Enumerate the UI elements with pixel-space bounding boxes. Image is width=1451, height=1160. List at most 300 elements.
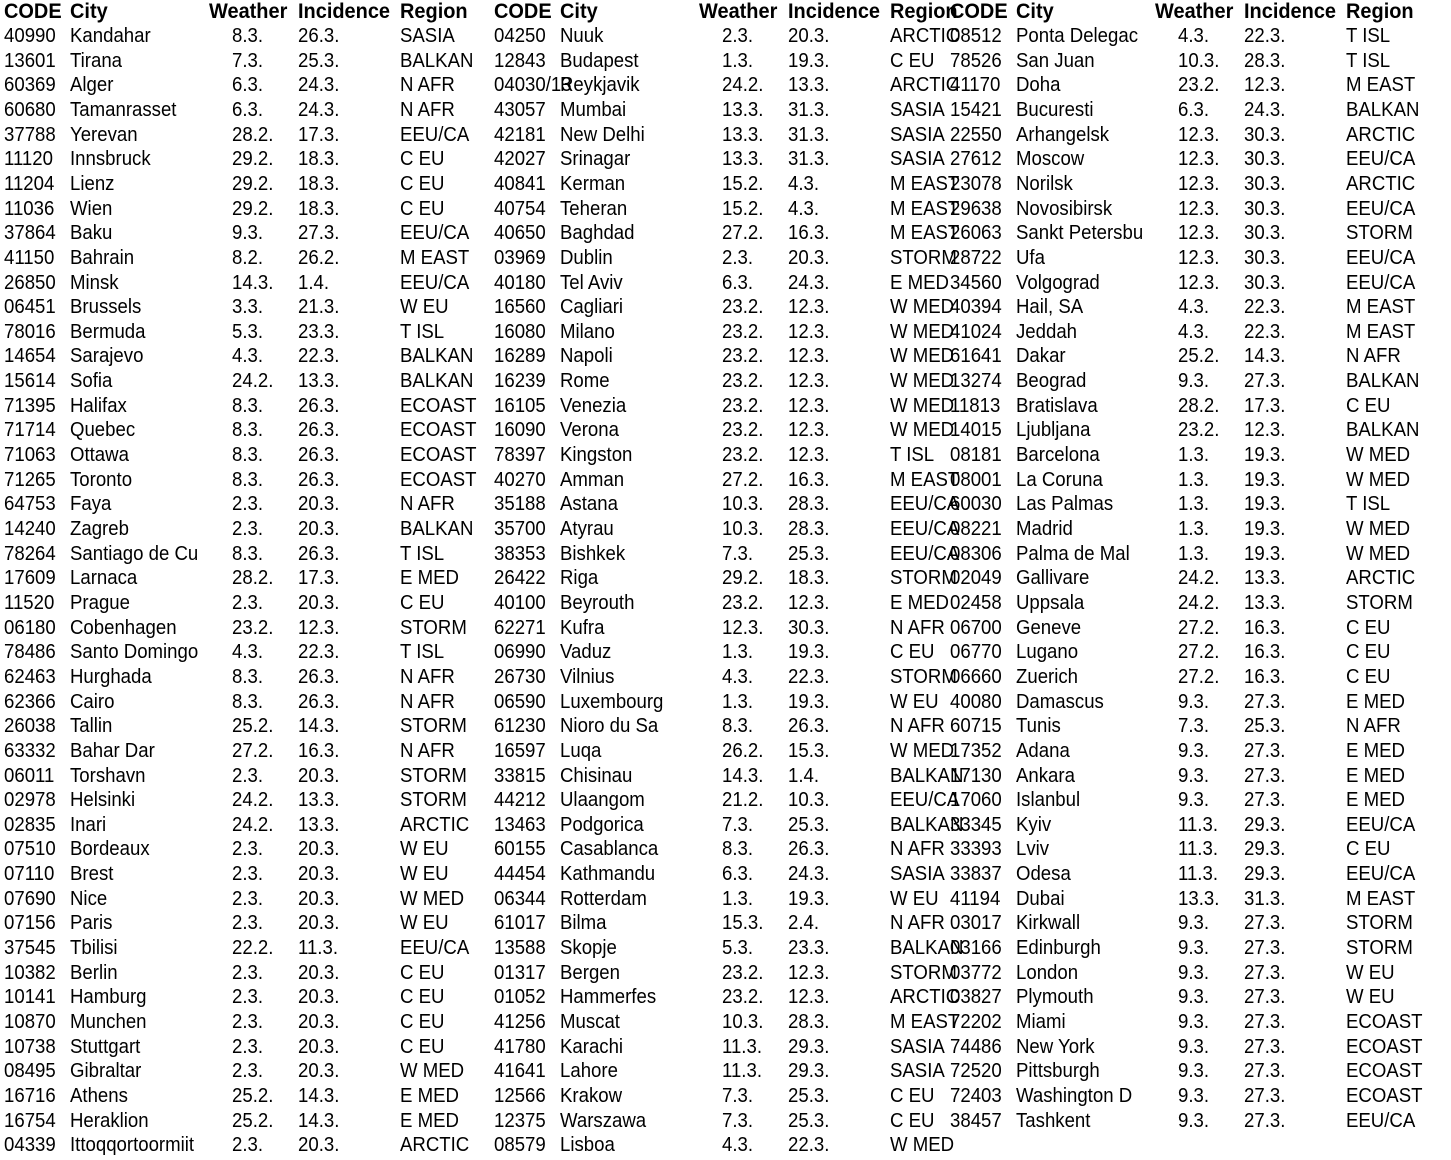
- cell-city: Santiago de Cu: [70, 542, 199, 565]
- cell-weather: 2.3.: [232, 518, 264, 540]
- cell-code: 41170: [950, 74, 1001, 97]
- cell-city: Barcelona: [1016, 444, 1100, 467]
- cell-code: 12843: [494, 49, 546, 72]
- cell-incidence: 31.3.: [788, 98, 830, 121]
- cell-region: W EU: [890, 690, 939, 713]
- cell-region: N AFR: [400, 665, 455, 688]
- cell-weather: 4.3.: [1178, 320, 1210, 343]
- cell-incidence: 12.3.: [788, 591, 830, 614]
- cell-region: M EAST: [890, 172, 960, 195]
- cell-weather: 28.2.: [232, 567, 274, 590]
- cell-weather: 9.3.: [1178, 789, 1210, 812]
- cell-city: Bergen: [560, 961, 620, 984]
- cell-region: EEU/CA: [1346, 197, 1416, 220]
- cell-weather: 6.3.: [722, 863, 754, 886]
- cell-weather: 7.3.: [722, 813, 754, 836]
- cell-region: EEU/CA: [1346, 148, 1416, 171]
- cell-weather: 2.3.: [232, 838, 264, 861]
- cell-city: Rome: [560, 370, 610, 393]
- cell-weather: 29.2.: [232, 148, 274, 171]
- cell-code: 16289: [494, 345, 546, 368]
- cell-region: BALKAN: [400, 345, 474, 368]
- cell-incidence: 27.3.: [1244, 370, 1286, 393]
- cell-region: M EAST: [1346, 320, 1416, 343]
- cell-city: Faya: [70, 493, 112, 516]
- cell-city: Kandahar: [70, 25, 151, 47]
- cell-region: W MED: [890, 739, 955, 762]
- cell-incidence: 27.3.: [1244, 1109, 1286, 1132]
- cell-region: E MED: [1346, 764, 1405, 787]
- cell-incidence: 30.3.: [1244, 222, 1286, 245]
- cell-region: W MED: [1346, 444, 1411, 467]
- cell-incidence: 12.3.: [788, 394, 830, 417]
- cell-code: 16716: [4, 1084, 56, 1107]
- cell-weather: 24.2.: [232, 370, 274, 393]
- cell-incidence: 24.3.: [1244, 98, 1286, 121]
- cell-incidence: 20.3.: [298, 838, 340, 861]
- cell-incidence: 4.3.: [788, 197, 820, 220]
- header-incidence-1: Incidence: [298, 0, 391, 23]
- cell-weather: 1.3.: [1178, 468, 1210, 491]
- cell-code: 34560: [950, 271, 1002, 294]
- header-incidence-2: Incidence: [788, 0, 881, 23]
- cell-city: Stuttgart: [70, 1035, 141, 1058]
- cell-city: Luxembourg: [560, 690, 664, 713]
- cell-weather: 8.2.: [232, 246, 264, 269]
- cell-city: Jeddah: [1016, 320, 1078, 343]
- cell-city: Kirkwall: [1016, 912, 1081, 935]
- cell-weather: 2.3.: [232, 863, 264, 886]
- cell-incidence: 22.3.: [298, 641, 340, 664]
- cell-city: Tel Aviv: [560, 271, 623, 294]
- cell-city: Cagliari: [560, 296, 624, 319]
- cell-weather: 9.3.: [1178, 1060, 1210, 1083]
- cell-code: 61017: [494, 912, 546, 935]
- cell-city: Teheran: [560, 197, 628, 220]
- cell-incidence: 10.3.: [788, 789, 830, 812]
- cell-incidence: 26.3.: [298, 444, 340, 467]
- cell-code: 78526: [950, 49, 1002, 72]
- cell-code: 04250: [494, 25, 546, 47]
- cell-code: 71395: [4, 394, 56, 417]
- cell-code: 60715: [950, 715, 1002, 738]
- cell-code: 40270: [494, 468, 546, 491]
- cell-region: ARCTIC: [890, 25, 960, 47]
- cell-weather: 26.2.: [722, 739, 764, 762]
- cell-code: 13588: [494, 937, 546, 960]
- cell-region: ARCTIC: [1346, 123, 1416, 146]
- cell-city: Ulaangom: [560, 789, 645, 812]
- cell-region: N AFR: [400, 74, 455, 97]
- cell-city: Kingston: [560, 444, 633, 467]
- cell-city: Lienz: [70, 172, 115, 195]
- cell-incidence: 16.3.: [1244, 616, 1286, 639]
- cell-incidence: 25.3.: [788, 1084, 830, 1107]
- cell-city: Islanbul: [1016, 789, 1081, 812]
- cell-weather: 13.3.: [722, 123, 764, 146]
- cell-weather: 1.3.: [722, 690, 754, 713]
- cell-code: 72403: [950, 1084, 1002, 1107]
- cell-incidence: 28.3.: [788, 1011, 830, 1033]
- cell-region: ECOAST: [400, 444, 477, 467]
- cell-weather: 23.2.: [722, 444, 764, 467]
- cell-region: E MED: [1346, 690, 1405, 713]
- cell-code: 16597: [494, 739, 546, 762]
- cell-incidence: 30.3.: [1244, 123, 1286, 146]
- cell-code: 38353: [494, 542, 546, 565]
- cell-incidence: 1.4.: [298, 271, 330, 294]
- cell-code: 62271: [494, 616, 546, 639]
- cell-weather: 2.3.: [232, 986, 264, 1009]
- cell-region: ARCTIC: [890, 986, 960, 1009]
- cell-weather: 27.2.: [1178, 665, 1220, 688]
- cell-region: W MED: [1346, 518, 1411, 540]
- cell-code: 11204: [4, 172, 55, 195]
- cell-weather: 8.3.: [232, 542, 264, 565]
- cell-incidence: 24.3.: [298, 74, 340, 97]
- cell-city: Bucuresti: [1016, 98, 1094, 121]
- cell-weather: 9.3.: [1178, 912, 1210, 935]
- cell-incidence: 2.4.: [788, 912, 820, 935]
- cell-incidence: 21.3.: [298, 296, 340, 319]
- cell-incidence: 30.3.: [788, 616, 830, 639]
- header-weather-1: Weather: [209, 0, 288, 23]
- cell-region: ECOAST: [400, 394, 477, 417]
- cell-code: 71714: [4, 419, 56, 442]
- cell-incidence: 28.3.: [788, 518, 830, 540]
- cell-weather: 1.3.: [1178, 518, 1210, 540]
- cell-city: Sarajevo: [70, 345, 144, 368]
- cell-code: 35188: [494, 493, 546, 516]
- cell-incidence: 18.3.: [298, 197, 340, 220]
- cell-incidence: 22.3.: [298, 345, 340, 368]
- cell-code: 16560: [494, 296, 546, 319]
- cell-code: 16754: [4, 1109, 56, 1132]
- cell-weather: 23.2.: [1178, 74, 1220, 97]
- cell-code: 15614: [4, 370, 56, 393]
- cell-region: M EAST: [1346, 296, 1416, 319]
- cell-city: Tirana: [70, 49, 123, 72]
- cell-city: Bordeaux: [70, 838, 150, 861]
- cell-weather: 25.2.: [232, 1109, 274, 1132]
- cell-city: Ankara: [1016, 764, 1075, 787]
- cell-code: 03017: [950, 912, 1002, 935]
- cell-city: Zuerich: [1016, 665, 1079, 688]
- cell-weather: 12.3.: [722, 616, 764, 639]
- cell-incidence: 31.3.: [788, 123, 830, 146]
- cell-code: 62366: [4, 690, 56, 713]
- cell-weather: 9.3.: [1178, 986, 1210, 1009]
- cell-code: 29638: [950, 197, 1002, 220]
- cell-region: W EU: [1346, 961, 1395, 984]
- cell-code: 02049: [950, 567, 1002, 590]
- cell-weather: 9.3.: [1178, 739, 1210, 762]
- cell-incidence: 29.3.: [788, 1060, 830, 1083]
- cell-incidence: 20.3.: [298, 887, 340, 910]
- cell-region: C EU: [1346, 394, 1391, 417]
- cell-code: 41024: [950, 320, 1002, 343]
- cell-region: T ISL: [1346, 25, 1391, 47]
- cell-weather: 4.3.: [1178, 296, 1210, 319]
- cell-region: SASIA: [890, 1035, 945, 1058]
- cell-city: Baku: [70, 222, 113, 245]
- cell-region: BALKAN: [890, 813, 964, 836]
- cell-weather: 8.3.: [232, 690, 264, 713]
- cell-code: 72520: [950, 1060, 1002, 1083]
- cell-code: 78016: [4, 320, 56, 343]
- cell-region: ARCTIC: [400, 813, 470, 836]
- cell-city: Sofia: [70, 370, 113, 393]
- cell-incidence: 24.3.: [298, 98, 340, 121]
- cell-incidence: 19.3.: [1244, 493, 1286, 516]
- cell-city: Vilnius: [560, 665, 615, 688]
- cell-region: M EAST: [890, 197, 960, 220]
- cell-region: BALKAN: [1346, 98, 1420, 121]
- cell-code: 40650: [494, 222, 546, 245]
- cell-region: BALKAN: [400, 49, 474, 72]
- cell-code: 11120: [4, 148, 53, 171]
- cell-weather: 6.3.: [1178, 98, 1210, 121]
- cell-code: 26730: [494, 665, 546, 688]
- cell-code: 37545: [4, 937, 56, 960]
- cell-region: EEU/CA: [400, 937, 470, 960]
- cell-incidence: 27.3.: [1244, 739, 1286, 762]
- cell-code: 35700: [494, 518, 546, 540]
- cell-weather: 6.3.: [722, 271, 754, 294]
- cell-code: 33837: [950, 863, 1002, 886]
- cell-incidence: 23.3.: [788, 937, 830, 960]
- cell-region: BALKAN: [400, 518, 474, 540]
- cell-region: BALKAN: [400, 370, 474, 393]
- cell-incidence: 26.3.: [298, 25, 340, 47]
- cell-region: EEU/CA: [890, 493, 960, 516]
- cell-weather: 11.3.: [1178, 813, 1218, 836]
- cell-region: STORM: [1346, 222, 1413, 245]
- cell-weather: 12.3.: [1178, 271, 1220, 294]
- cell-code: 04339: [4, 1134, 56, 1157]
- cell-incidence: 27.3.: [298, 222, 340, 245]
- cell-incidence: 17.3.: [1244, 394, 1286, 417]
- cell-code: 08221: [950, 518, 1002, 540]
- cell-incidence: 14.3.: [298, 1109, 340, 1132]
- cell-region: E MED: [400, 1084, 459, 1107]
- cell-code: 17130: [950, 764, 1002, 787]
- cell-incidence: 14.3.: [298, 715, 340, 738]
- header-region-2: Region: [890, 0, 958, 23]
- cell-incidence: 20.3.: [788, 246, 830, 269]
- cell-region: T ISL: [400, 542, 445, 565]
- cell-incidence: 30.3.: [1244, 271, 1286, 294]
- header-weather-3: Weather: [1155, 0, 1234, 23]
- cell-city: Dakar: [1016, 345, 1066, 368]
- cell-code: 07156: [4, 912, 56, 935]
- cell-city: Gallivare: [1016, 567, 1090, 590]
- cell-weather: 23.2.: [722, 394, 764, 417]
- cell-incidence: 19.3.: [1244, 518, 1286, 540]
- cell-city: Odesa: [1016, 863, 1071, 886]
- cell-city: Beograd: [1016, 370, 1087, 393]
- cell-region: ARCTIC: [400, 1134, 470, 1157]
- cell-region: ARCTIC: [1346, 567, 1416, 590]
- cell-region: W EU: [400, 863, 449, 886]
- cell-incidence: 12.3.: [788, 296, 830, 319]
- cell-city: Santo Domingo: [70, 641, 199, 664]
- cell-region: C EU: [400, 986, 445, 1009]
- cell-city: Wien: [70, 197, 113, 220]
- cell-weather: 23.2.: [722, 419, 764, 442]
- cell-code: 17060: [950, 789, 1002, 812]
- cell-weather: 4.3.: [722, 1134, 754, 1157]
- cell-weather: 12.3.: [1178, 148, 1220, 171]
- cell-incidence: 26.3.: [298, 419, 340, 442]
- cell-incidence: 27.3.: [1244, 1084, 1286, 1107]
- cell-code: 40990: [4, 25, 56, 47]
- cell-region: C EU: [1346, 665, 1391, 688]
- cell-region: C EU: [1346, 616, 1391, 639]
- cell-code: 07510: [4, 838, 56, 861]
- cell-city: Krakow: [560, 1084, 623, 1107]
- cell-code: 26063: [950, 222, 1002, 245]
- cell-code: 41780: [494, 1035, 546, 1058]
- cell-city: Ljubljana: [1016, 419, 1091, 442]
- cell-region: W EU: [400, 912, 449, 935]
- cell-code: 78264: [4, 542, 56, 565]
- cell-incidence: 25.3.: [788, 813, 830, 836]
- cell-region: N AFR: [1346, 715, 1401, 738]
- cell-weather: 2.3.: [232, 912, 264, 935]
- cell-weather: 2.3.: [232, 887, 264, 910]
- cell-city: Sankt Petersbu: [1016, 222, 1144, 245]
- cell-city: Ottawa: [70, 444, 129, 467]
- cell-region: W MED: [890, 296, 955, 319]
- cell-region: T ISL: [890, 444, 935, 467]
- cell-weather: 9.3.: [1178, 764, 1210, 787]
- cell-code: 06770: [950, 641, 1002, 664]
- cell-code: 08495: [4, 1060, 56, 1083]
- cell-weather: 7.3.: [1178, 715, 1210, 738]
- cell-weather: 25.2.: [232, 1084, 274, 1107]
- cell-incidence: 20.3.: [298, 591, 340, 614]
- cell-incidence: 13.3.: [788, 74, 830, 97]
- cell-weather: 3.3.: [232, 296, 264, 319]
- cell-incidence: 18.3.: [788, 567, 830, 590]
- cell-city: Kyiv: [1016, 813, 1052, 836]
- cell-weather: 4.3.: [722, 665, 754, 688]
- cell-region: EEU/CA: [1346, 1109, 1416, 1132]
- cell-weather: 1.3.: [722, 49, 754, 72]
- cell-incidence: 29.3.: [788, 1035, 830, 1058]
- cell-weather: 29.2.: [722, 567, 764, 590]
- cell-weather: 23.2.: [722, 320, 764, 343]
- cell-code: 22550: [950, 123, 1002, 146]
- cell-region: EEU/CA: [890, 542, 960, 565]
- cell-weather: 24.2.: [1178, 591, 1220, 614]
- cell-region: SASIA: [400, 25, 455, 47]
- cell-weather: 15.3.: [722, 912, 764, 935]
- cell-weather: 10.3.: [722, 518, 764, 540]
- cell-code: 78397: [494, 444, 546, 467]
- cell-incidence: 17.3.: [298, 567, 340, 590]
- cell-code: 06660: [950, 665, 1002, 688]
- cell-city: Lisboa: [560, 1134, 615, 1157]
- cell-code: 03969: [494, 246, 546, 269]
- cell-incidence: 25.3.: [788, 1109, 830, 1132]
- cell-city: Las Palmas: [1016, 493, 1114, 516]
- cell-incidence: 16.3.: [788, 468, 830, 491]
- cell-region: ECOAST: [1346, 1060, 1423, 1083]
- cell-region: W EU: [1346, 986, 1395, 1009]
- cell-incidence: 27.3.: [1244, 937, 1286, 960]
- cell-region: EEU/CA: [890, 518, 960, 540]
- cell-city: Bahrain: [70, 246, 135, 269]
- cell-weather: 25.2.: [1178, 345, 1220, 368]
- cell-code: 61230: [494, 715, 546, 738]
- cell-weather: 12.3.: [1178, 172, 1220, 195]
- cell-city: Bishkek: [560, 542, 626, 565]
- cell-weather: 2.3.: [232, 591, 264, 614]
- cell-region: C EU: [1346, 641, 1391, 664]
- cell-incidence: 30.3.: [1244, 246, 1286, 269]
- cell-region: E MED: [890, 591, 949, 614]
- cell-code: 07110: [4, 863, 55, 886]
- cell-code: 63332: [4, 739, 56, 762]
- cell-incidence: 19.3.: [1244, 542, 1286, 565]
- cell-weather: 2.3.: [232, 1035, 264, 1058]
- cell-weather: 6.3.: [232, 98, 264, 121]
- cell-city: Miami: [1016, 1011, 1066, 1033]
- cell-region: STORM: [400, 715, 467, 738]
- cell-weather: 23.2.: [722, 370, 764, 393]
- cell-region: EEU/CA: [1346, 863, 1416, 886]
- cell-city: Muscat: [560, 1011, 620, 1033]
- cell-incidence: 12.3.: [1244, 419, 1286, 442]
- cell-region: ARCTIC: [1346, 172, 1416, 195]
- cell-code: 02978: [4, 789, 56, 812]
- cell-city: Baghdad: [560, 222, 635, 245]
- header-code-3: CODE: [950, 0, 1008, 23]
- cell-city: Hammerfes: [560, 986, 657, 1009]
- cell-weather: 12.3.: [1178, 197, 1220, 220]
- cell-code: 33815: [494, 764, 546, 787]
- cell-region: C EU: [890, 1084, 935, 1107]
- cell-city: Berlin: [70, 961, 118, 984]
- cell-weather: 6.3.: [232, 74, 264, 97]
- cell-code: 37864: [4, 222, 56, 245]
- cell-code: 08001: [950, 468, 1002, 491]
- cell-weather: 23.2.: [232, 616, 274, 639]
- cell-weather: 11.3.: [1178, 838, 1218, 861]
- cell-incidence: 12.3.: [788, 370, 830, 393]
- cell-code: 08306: [950, 542, 1002, 565]
- cell-region: C EU: [890, 1109, 935, 1132]
- cell-code: 11520: [4, 591, 55, 614]
- cell-weather: 2.3.: [232, 493, 264, 516]
- cell-incidence: 25.3.: [298, 49, 340, 72]
- cell-region: W MED: [1346, 468, 1411, 491]
- cell-weather: 28.2.: [232, 123, 274, 146]
- cell-region: C EU: [400, 148, 445, 171]
- cell-code: 40394: [950, 296, 1002, 319]
- cell-incidence: 27.3.: [1244, 690, 1286, 713]
- cell-region: SASIA: [890, 1060, 945, 1083]
- cell-region: C EU: [400, 172, 445, 195]
- cell-region: C EU: [400, 591, 445, 614]
- cell-incidence: 27.3.: [1244, 789, 1286, 812]
- cell-region: W MED: [890, 370, 955, 393]
- cell-weather: 9.3.: [1178, 961, 1210, 984]
- cell-incidence: 16.3.: [788, 222, 830, 245]
- cell-city: Heraklion: [70, 1109, 149, 1132]
